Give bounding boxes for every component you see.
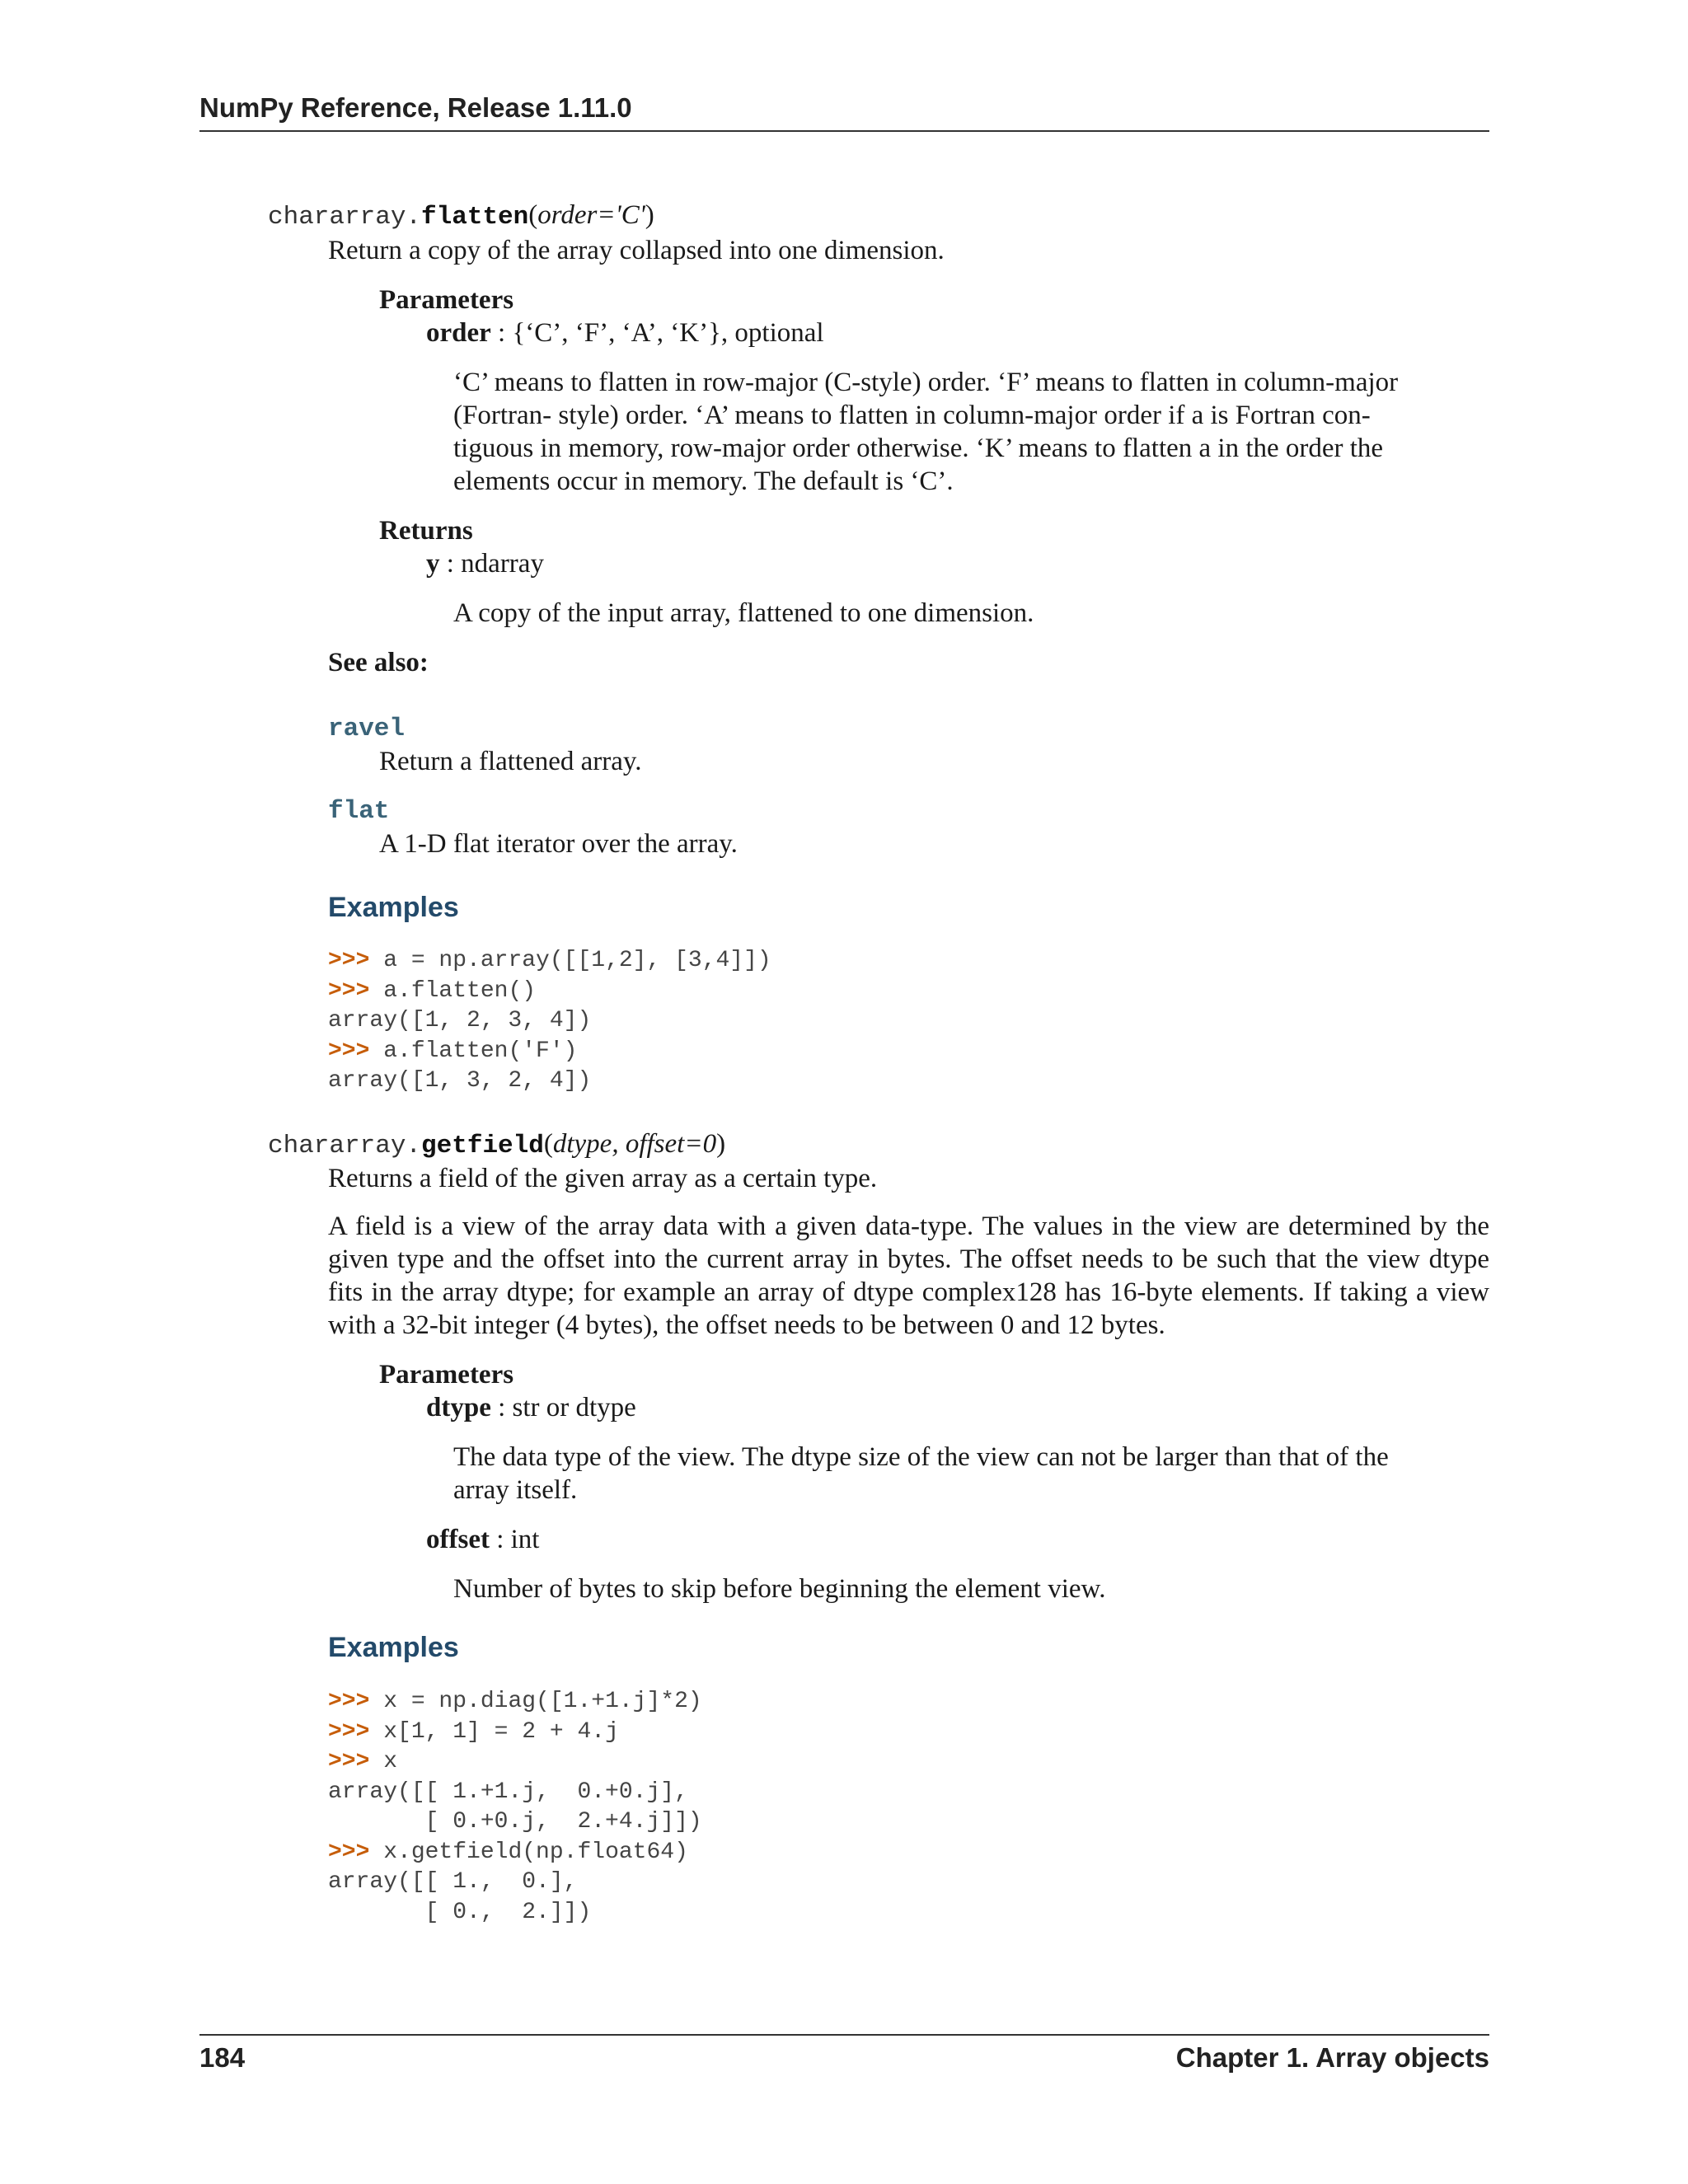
getfield-signature [268, 1129, 725, 1160]
see-also-desc: A 1-D flat iterator over the array. [379, 829, 738, 859]
code-line: >>> x[1, 1] = 2 + 4.j [328, 1718, 619, 1745]
flatten-examples-heading: Examples [328, 892, 459, 923]
see-also-desc: Return a flattened array. [379, 747, 642, 776]
flatten-return-y [426, 547, 544, 580]
param-name: offset [426, 1525, 490, 1554]
code-line: array([1, 2, 3, 4]) [328, 1008, 592, 1033]
getfield-param-offset [426, 1523, 539, 1556]
sig-method-name: getfield [421, 1132, 544, 1160]
return-name: y [426, 549, 440, 579]
code-line: >>> x.getfield(np.float64) [328, 1839, 688, 1865]
flatten-params-label: Parameters [379, 285, 514, 315]
getfield-examples-heading: Examples [328, 1632, 459, 1663]
flatten-signature [268, 200, 654, 232]
param-type: : {‘C’, ‘F’, ‘A’, ‘K’}, optional [490, 318, 824, 348]
sig-prefix: chararray. [268, 203, 422, 232]
flatten-param-desc-line: (Fortran- style) order. ‘A’ means to flatten in column-major order if a is Fortran con- [453, 401, 1371, 430]
getfield-params-label: Parameters [379, 1360, 514, 1390]
sig-args: order='C' [537, 200, 645, 230]
flatten-param-desc-line: tiguous in memory, row-major order otherwise. ‘K’ means to flatten a in the order the [453, 434, 1384, 463]
running-header-title: NumPy Reference, Release 1.11.0 [199, 92, 632, 123]
code-line: array([[ 1., 0.], [328, 1869, 578, 1895]
code-line: >>> a.flatten('F') [328, 1038, 578, 1064]
param-type: : int [489, 1525, 540, 1554]
page-number: 184 [199, 2042, 246, 2073]
code-line: [ 0.+0.j, 2.+4.j]]) [328, 1809, 702, 1835]
getfield-code-block [328, 1687, 702, 1928]
code-line: [ 0., 2.]]) [328, 1899, 592, 1925]
param-name: dtype [426, 1393, 491, 1422]
flatten-param-order [426, 316, 824, 349]
param-name: order [426, 318, 491, 348]
see-also-link-ravel[interactable]: ravel [328, 715, 406, 743]
chapter-title: Chapter 1. Array objects [1175, 2042, 1489, 2073]
flatten-summary: Return a copy of the array collapsed into one dimension. [328, 236, 945, 265]
getfield-param-offset-desc: Number of bytes to skip before beginning the element view. [453, 1574, 1106, 1604]
see-also-link-flat[interactable]: flat [328, 797, 390, 826]
sig-close-paren: ) [716, 1129, 726, 1159]
code-line: >>> x = np.diag([1.+1.j]*2) [328, 1689, 702, 1714]
code-line: array([[ 1.+1.j, 0.+0.j], [328, 1779, 688, 1805]
footer-rule [199, 2034, 1489, 2036]
code-line: >>> a.flatten() [328, 977, 537, 1004]
sig-prefix: chararray. [268, 1132, 422, 1160]
return-type: : ndarray [439, 549, 544, 579]
sig-open-paren: ( [543, 1129, 553, 1159]
param-type: : str or dtype [490, 1393, 636, 1422]
flatten-param-desc-line: ‘C’ means to flatten in row-major (C-style) order. ‘F’ means to flatten in column-major [453, 368, 1399, 397]
getfield-summary: Returns a field of the given array as a certain type. [328, 1164, 878, 1193]
getfield-description: A field is a view of the array data with a given data-type. The values in the view are determined by the given type and the offset into the current array in bytes. The offset needs to be such that the view dtype fits in the array dtype; for example an array of dtype complex128 has 16-byte elements. If taking a view with a 32-bit integer (4 bytes), the offset needs to be between 0 and 12 bytes. [328, 1212, 1489, 1340]
code-line: array([1, 3, 2, 4]) [328, 1068, 592, 1094]
getfield-param-dtype-desc: The data type of the view. The dtype size of the view can not be larger than that of the array itself. [453, 1442, 1389, 1505]
flatten-param-desc-line: elements occur in memory. The default is ‘C’. [453, 466, 954, 496]
sig-method-name: flatten [421, 203, 529, 232]
flatten-return-desc: A copy of the input array, flattened to one dimension. [453, 598, 1034, 628]
getfield-param-dtype [426, 1391, 636, 1424]
sig-args: dtype, offset=0 [552, 1129, 717, 1159]
header-rule [199, 130, 1489, 132]
flatten-code-block [328, 946, 771, 1097]
code-line: >>> a = np.array([[1,2], [3,4]]) [328, 948, 771, 973]
sig-open-paren: ( [528, 200, 538, 230]
code-line: >>> x [328, 1749, 398, 1774]
see-also-label: See also: [328, 648, 429, 677]
sig-close-paren: ) [645, 200, 654, 230]
flatten-returns-label: Returns [379, 516, 473, 546]
